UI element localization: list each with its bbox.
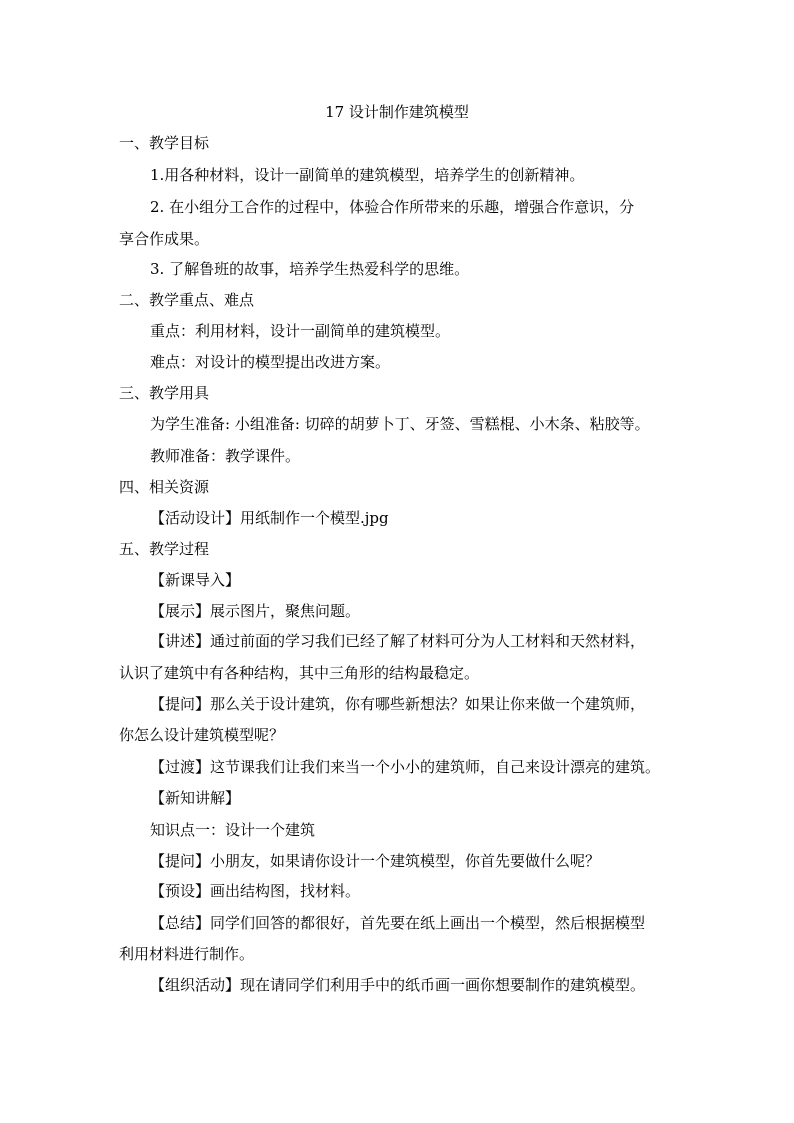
paragraph-continuation: 享合作成果。 (119, 230, 210, 248)
paragraph: 【展示】展示图片，聚焦问题。 (150, 602, 361, 620)
paragraph-continuation: 你怎么设计建筑模型呢？ (119, 726, 285, 744)
page-title: 17 设计制作建筑模型 (325, 103, 469, 121)
section-heading-process: 五、教学过程 (119, 540, 210, 558)
paragraph: 【预设】画出结构图，找材料。 (150, 882, 361, 900)
paragraph: 1.用各种材料，设计一副简单的建筑模型，培养学生的创新精神。 (150, 166, 585, 184)
section-heading-materials: 三、教学用具 (119, 384, 210, 402)
paragraph: 【提问】那么关于设计建筑，你有哪些新想法？如果让你来做一个建筑师， (150, 695, 646, 713)
paragraph: 【组织活动】现在请同学们利用手中的纸币画一画你想要制作的建筑模型。 (150, 976, 646, 994)
paragraph: 2. 在小组分工合作的过程中，体验合作所带来的乐趣，增强合作意识，分 (150, 198, 635, 216)
paragraph: 知识点一：设计一个建筑 (150, 821, 316, 839)
paragraph: 难点：对设计的模型提出改进方案。 (150, 353, 391, 371)
paragraph: 【新课导入】 (150, 571, 241, 589)
paragraph: 重点：利用材料，设计一副简单的建筑模型。 (150, 322, 451, 340)
section-heading-objectives: 一、教学目标 (119, 134, 210, 152)
paragraph: 3. 了解鲁班的故事，培养学生热爱科学的思维。 (150, 260, 470, 278)
paragraph-continuation: 利用材料进行制作。 (119, 945, 255, 963)
paragraph: 【提问】小朋友，如果请你设计一个建筑模型，你首先要做什么呢？ (150, 852, 601, 870)
resource-item: 【活动设计】用纸制作一个模型.jpg (150, 509, 389, 527)
paragraph: 【过渡】这节课我们让我们来当一个小小的建筑师，自己来设计漂亮的建筑。 (150, 758, 661, 776)
paragraph: 为学生准备: 小组准备: 切碎的胡萝卜丁、牙签、雪糕棍、小木条、粘胶等。 (150, 415, 650, 433)
paragraph: 【新知讲解】 (150, 789, 241, 807)
section-heading-key-points: 二、教学重点、难点 (119, 291, 255, 309)
paragraph: 教师准备：教学课件。 (150, 447, 301, 465)
paragraph-continuation: 认识了建筑中有各种结构，其中三角形的结构最稳定。 (119, 664, 480, 682)
paragraph: 【总结】同学们回答的都很好，首先要在纸上画出一个模型，然后根据模型 (150, 914, 646, 932)
paragraph: 【讲述】通过前面的学习我们已经了解了材料可分为人工材料和天然材料， (150, 632, 646, 650)
section-heading-resources: 四、相关资源 (119, 478, 210, 496)
